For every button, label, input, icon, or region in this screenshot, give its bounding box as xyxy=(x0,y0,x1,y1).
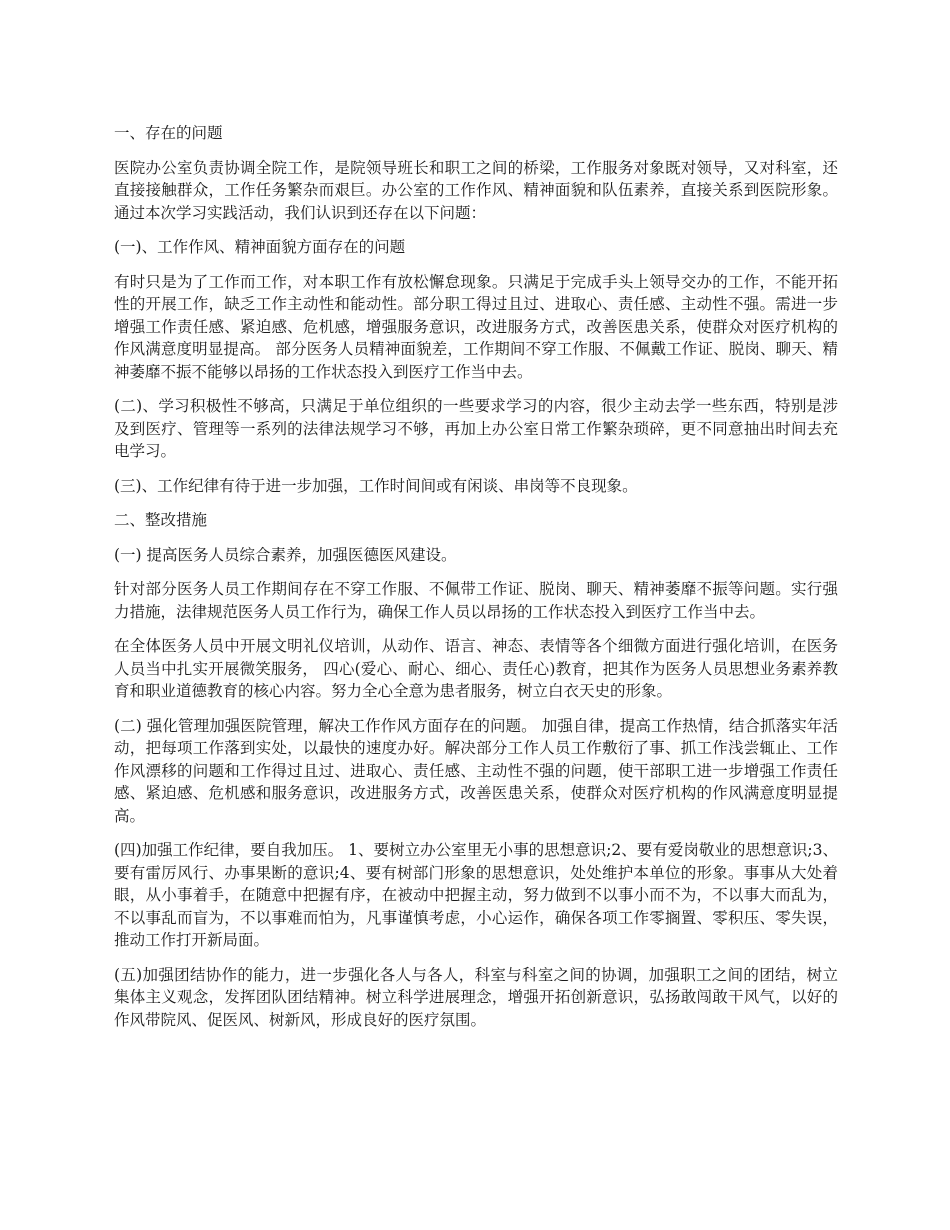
document-page xyxy=(114,122,838,1043)
paragraph-work-style: 有时只是为了工作而工作，对本职工作有放松懈怠现象。只满足于完成手头上领导交办的工作，不能开拓性的开展工作，缺乏工作主动性和能动性。部分职工得过且过、进取心、责任感、主动性不强。需进一步增强工作责任感、紧迫感、危机感，增强服务意识，改进服务方式，改善医患关系，使群众对医疗机构的作风满意度明显提高。 部分医务人员精神面貌差，工作期间不穿工作服、不佩戴工作证、脱岗、聊天、精神萎靡不振不能够以昂扬的工作状态投入到医疗工作当中去。 xyxy=(114,272,838,381)
subheading-quality: (一) 提高医务人员综合素养，加强医德医风建设。 xyxy=(114,545,457,564)
paragraph-quality-1: 针对部分医务人员工作期间存在不穿工作服、不佩带工作证、脱岗、聊天、精神萎靡不振等问题。实行强力措施，法律规范医务人员工作行为，确保工作人员以昂扬的工作状态投入到医疗工作当中去。 xyxy=(114,580,838,621)
paragraph-learning: (二)、学习积极性不够高，只满足于单位组织的一些要求学习的内容，很少主动去学一些东西，特别是涉及到医疗、管理等一系列的法律法规学习不够，再加上办公室日常工作繁杂琐碎，更不同意抽出时间去充电学习。 xyxy=(114,397,838,460)
paragraph-teamwork: (五)加强团结协作的能力，进一步强化各人与各人，科室与科室之间的协调，加强职工之间的团结，树立集体主义观念，发挥团队团结精神。树立科学进展理念，增强开拓创新意识，弘扬敢闯敢干风气，以好的作风带院风、促医风、树新风，形成良好的医疗氛围。 xyxy=(114,965,838,1029)
subheading-work-style: (一)、工作作风、精神面貌方面存在的问题 xyxy=(114,238,406,256)
section-heading-measures: 二、整改措施 xyxy=(114,511,208,529)
section-heading-problems: 一、存在的问题 xyxy=(114,124,223,142)
paragraph-intro: 医院办公室负责协调全院工作，是院领导班长和职工之间的桥梁，工作服务对象既对领导，又对科室，还直接接触群众，工作任务繁杂而艰巨。办公室的工作作风、精神面貌和队伍素养，直接关系到医院形象。通过本次学习实践活动，我们认识到还存在以下问题： xyxy=(114,158,838,222)
paragraph-quality-2: 在全体医务人员中开展文明礼仪培训，从动作、语言、神态、表情等各个细微方面进行强化培训，在医务人员当中扎实开展微笑服务， 四心(爱心、耐心、细心、责任心)教育，把其作为医务人员思想业务素养教育和职业道德教育的核心内容。努力全心全意为患者服务，树立白衣天史的形象。 xyxy=(114,637,838,700)
paragraph-discipline-measures: (四)加强工作纪律，要自我加压。 1、要树立办公室里无小事的思想意识;2、要有爱岗敬业的思想意识;3、要有雷厉风行、办事果断的意识;4、要有树部门形象的思想意识，处处维护本单位的形象。事事从大处着眼，从小事着手，在随意中把握有序，在被动中把握主动，努力做到不以事小而不为，不以事大而乱为，不以事乱而盲为，不以事难而怕为，凡事谨慎考虑，小心运作，确保各项工作零搁置、零积压、零失误，推动工作打开新局面。 xyxy=(114,841,838,949)
paragraph-discipline: (三)、工作纪律有待于进一步加强，工作时间间或有闲谈、串岗等不良现象。 xyxy=(114,476,638,495)
paragraph-management: (二) 强化管理加强医院管理，解决工作作风方面存在的问题。 加强自律，提高工作热情，结合抓落实年活动，把每项工作落到实处，以最快的速度办好。解决部分工作人员工作敷衍了事、抓工作浅尝辄止、工作作风漂移的问题和工作得过且过、进取心、责任感、主动性不强的问题，使干部职工进一步增强工作责任感、紧迫感、危机感和服务意识，改进服务方式，改善医患关系，使群众对医疗机构的作风满意度明显提高。 xyxy=(114,716,838,825)
